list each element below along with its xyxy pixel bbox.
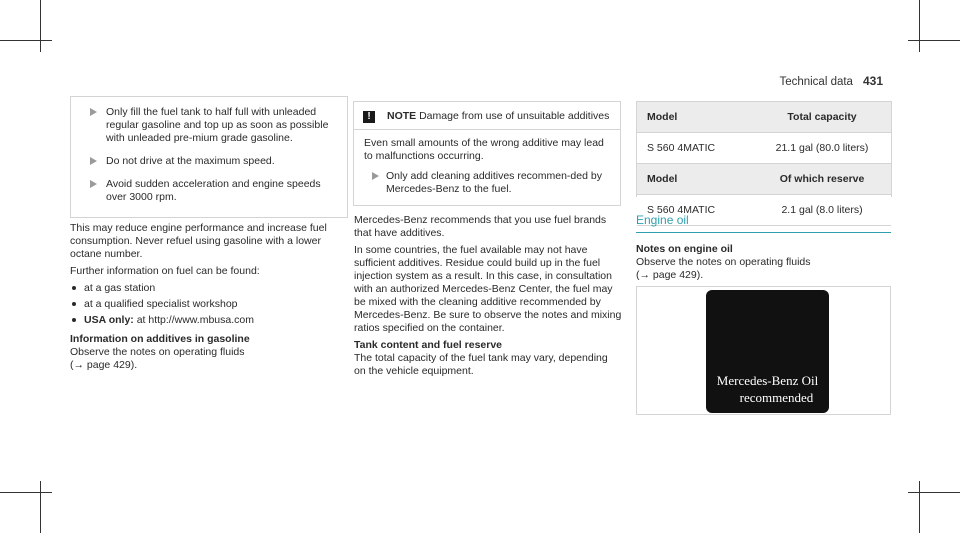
- crop-mark: [919, 0, 920, 52]
- page-header: [779, 74, 883, 88]
- crop-mark: [908, 492, 960, 493]
- left-body: [70, 222, 342, 372]
- note-title: Damage from use of unsuitable additives: [419, 110, 610, 122]
- step-text: Do not drive at the maximum speed.: [106, 155, 275, 167]
- table-cell: 21.1 gal (80.0 liters): [753, 133, 891, 164]
- arrow-right-icon: [372, 172, 379, 180]
- section-title: Technical data: [779, 76, 853, 88]
- oil-recommended-card: [706, 290, 829, 413]
- arrow-right-icon: [90, 108, 97, 116]
- crop-mark: [919, 481, 920, 533]
- crop-mark: [40, 0, 41, 52]
- table-cell: S 560 4MATIC: [637, 133, 753, 164]
- paragraph: Observe the notes on operating fluids: [70, 346, 245, 358]
- oil-card-line1: Mercedes-Benz Oil: [716, 373, 819, 388]
- page-reference-link[interactable]: (→ page 429).: [70, 359, 138, 371]
- note-body: Even small amounts of the wrong additive may lead to malfunctions occurring.: [364, 137, 604, 162]
- crop-mark: [0, 492, 52, 493]
- paragraph: In some countries, the fuel available may not have sufficient additives. Residue could build up in the fuel injection system as a result. In this case, in consultation with an authorized Mercedes-Benz Center, the fuel may be mixed with the cleaning additive recommended by Mercedes-Benz. Be sure to observe the notes and mixing ratios specified on the container.: [354, 244, 622, 334]
- arrow-right-icon: [90, 157, 97, 165]
- table-header-row: [637, 164, 891, 195]
- engine-oil-notes: [636, 243, 892, 282]
- paragraph: This may reduce engine performance and increase fuel consumption. Never refuel using gasoline with a lower octane number.: [70, 222, 327, 260]
- table-header-cell: Of which reserve: [753, 164, 891, 195]
- usa-link[interactable]: at http://www.mbusa.com: [133, 314, 254, 326]
- oil-card-line2: recommended: [739, 390, 814, 405]
- table-header-cell: Model: [637, 164, 753, 195]
- table-row: [637, 133, 891, 164]
- step-item: [71, 106, 341, 145]
- step-text: Only fill the fuel tank to half full with unleaded regular gasoline and top up as soon as possible with unleaded pre-mium grade gasoline.: [106, 106, 329, 144]
- table-header-cell: Total capacity: [753, 102, 891, 133]
- bullet-icon: [72, 318, 76, 322]
- table-cell: S 560 4MATIC: [637, 195, 753, 226]
- list-item: [70, 298, 342, 311]
- warning-icon: !: [363, 111, 375, 123]
- list-item: [70, 314, 342, 327]
- paragraph: The total capacity of the fuel tank may vary, depending on the vehicle equipment.: [354, 352, 608, 377]
- section-heading: Tank content and fuel reserve: [354, 339, 503, 351]
- arrow-right-icon: [90, 180, 97, 188]
- instruction-steps-box: [70, 96, 348, 218]
- paragraph: Further information on fuel can be found:: [70, 265, 260, 277]
- section-title-engine-oil: Engine oil: [636, 213, 891, 233]
- table-header-cell: Model: [637, 102, 753, 133]
- crop-mark: [0, 40, 52, 41]
- page-reference-link[interactable]: (→ page 429).: [636, 269, 704, 281]
- paragraph: Mercedes-Benz recommends that you use fuel brands that have additives.: [354, 214, 607, 239]
- list-item-text: at a gas station: [84, 282, 156, 294]
- section-heading: Information on additives in gasoline: [70, 333, 250, 345]
- crop-mark: [908, 40, 960, 41]
- paragraph: Observe the notes on operating fluids: [636, 256, 811, 268]
- step-item: [71, 178, 341, 204]
- capacity-table: [636, 101, 892, 216]
- bullet-icon: [72, 302, 76, 306]
- page-number: 431: [862, 74, 883, 88]
- step-item: [364, 170, 610, 196]
- note-header: [354, 102, 620, 130]
- note-label: NOTE: [387, 110, 417, 122]
- list-item-text: at a qualified specialist workshop: [84, 298, 238, 310]
- note-box: [353, 101, 621, 206]
- table-header-row: [637, 102, 891, 133]
- usa-label: USA only:: [84, 314, 134, 326]
- bullet-icon: [72, 286, 76, 290]
- step-item: [71, 155, 341, 168]
- middle-body: [354, 214, 622, 378]
- table-cell: 2.1 gal (8.0 liters): [753, 195, 891, 226]
- step-text: Only add cleaning additives recommen-ded by Mercedes-Benz to the fuel.: [386, 170, 602, 195]
- section-heading: Notes on engine oil: [636, 243, 733, 255]
- list-item: [70, 282, 342, 295]
- crop-mark: [40, 481, 41, 533]
- step-text: Avoid sudden acceleration and engine speeds over 3000 rpm.: [106, 178, 321, 203]
